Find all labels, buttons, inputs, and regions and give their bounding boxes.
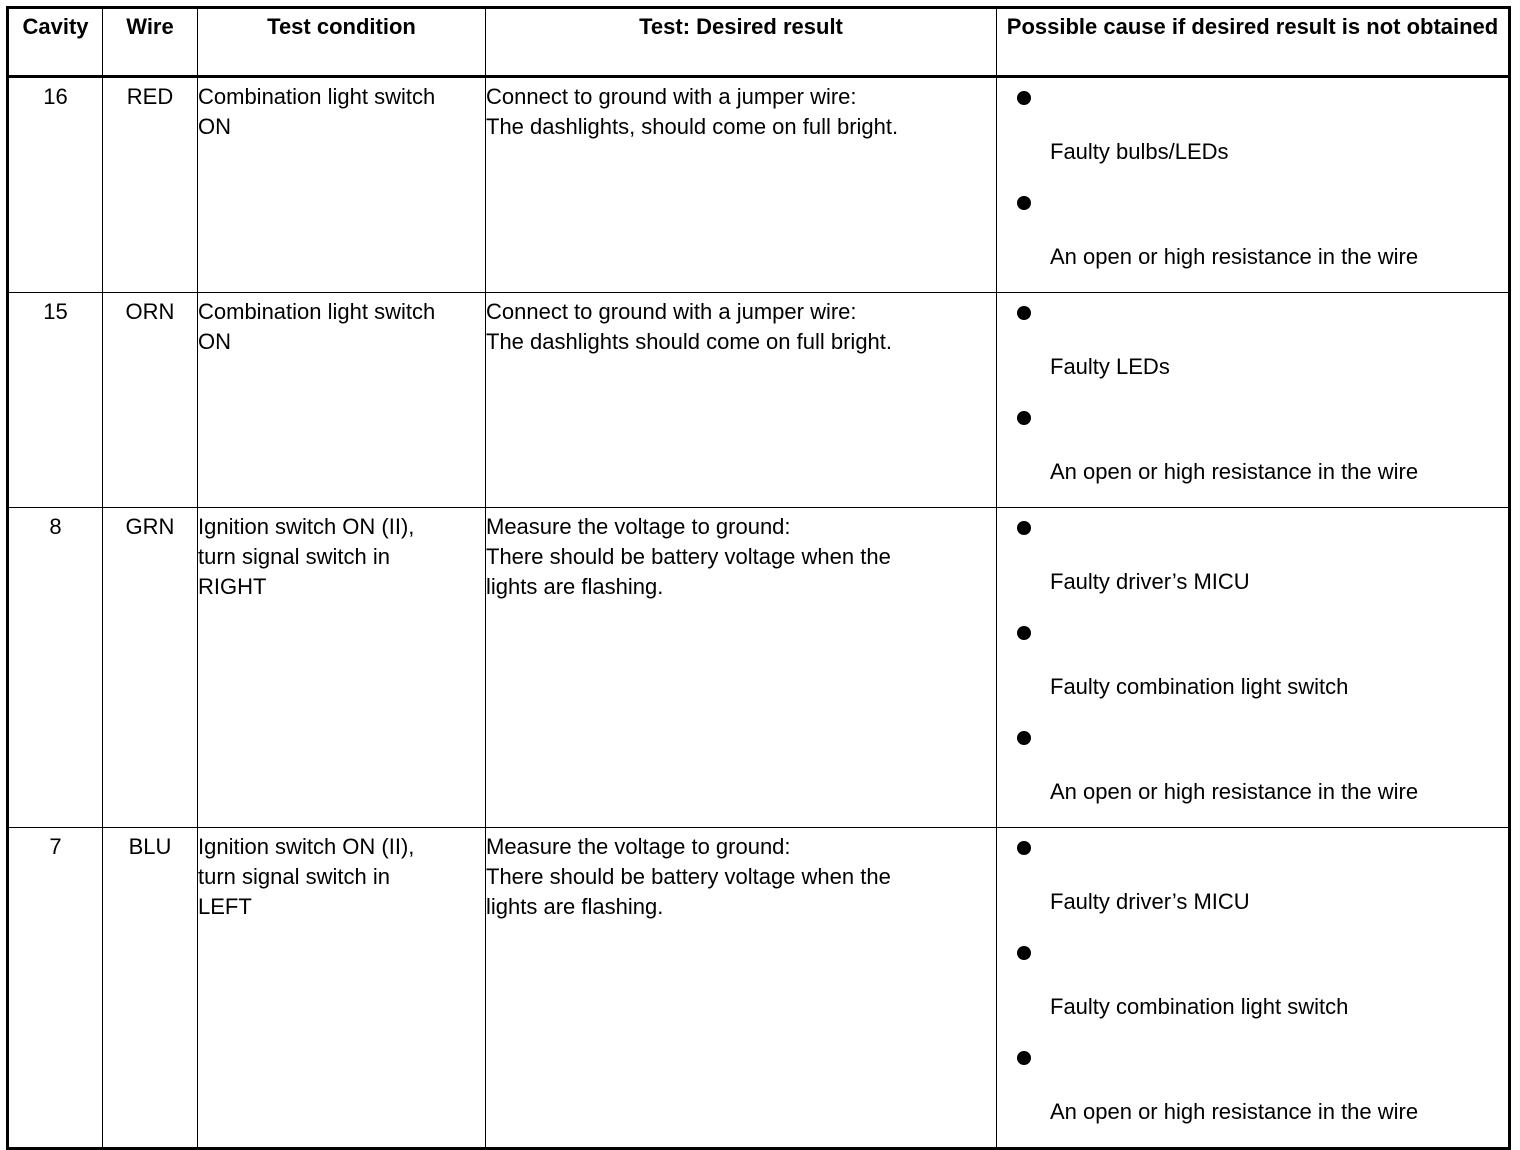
cause-text: Faulty driver’s MICU (1050, 889, 1250, 914)
wire-cell: GRN (103, 508, 198, 828)
condition-line: ON (198, 114, 231, 139)
cavity-cell: 8 (8, 508, 103, 828)
bullet-icon (1017, 91, 1031, 105)
possible-cause-cell (997, 77, 1510, 293)
wire-cell: RED (103, 77, 198, 293)
condition-line: turn signal switch in (198, 864, 390, 889)
bullet-icon (1017, 196, 1031, 210)
cause-text: An open or high resistance in the wire (1050, 244, 1419, 269)
cause-text: Faulty combination light switch (1050, 994, 1349, 1019)
table-row (8, 77, 1510, 293)
header-test-condition: Test condition (198, 8, 486, 77)
cause-text: Faulty bulbs/LEDs (1050, 139, 1229, 164)
cause-item (997, 512, 1508, 617)
test-condition-cell (198, 77, 486, 293)
cause-item (997, 82, 1508, 187)
condition-line: RIGHT (198, 574, 267, 599)
table-row (8, 508, 1510, 828)
condition-line: turn signal switch in (198, 544, 390, 569)
condition-line: Combination light switch (198, 299, 436, 324)
wire-cell: BLU (103, 828, 198, 1149)
condition-line: Ignition switch ON (II), (198, 834, 415, 859)
desired-result-cell (486, 828, 997, 1149)
result-line: The dashlights should come on full bright. (486, 329, 893, 354)
result-line: Measure the voltage to ground: (486, 514, 791, 539)
bullet-icon (1017, 1051, 1031, 1065)
header-desired-result: Test: Desired result (486, 8, 997, 77)
header-row (8, 8, 1510, 77)
bullet-icon (1017, 306, 1031, 320)
cause-item (997, 722, 1508, 827)
desired-result-cell (486, 508, 997, 828)
desired-result-cell (486, 293, 997, 508)
cause-text: An open or high resistance in the wire (1050, 459, 1419, 484)
bullet-icon (1017, 841, 1031, 855)
condition-line: ON (198, 329, 231, 354)
cause-item (997, 832, 1508, 937)
cause-item (997, 187, 1508, 292)
cause-item (997, 402, 1508, 507)
result-line: There should be battery voltage when the (486, 544, 891, 569)
test-condition-cell (198, 293, 486, 508)
test-condition-cell (198, 828, 486, 1149)
cavity-cell: 7 (8, 828, 103, 1149)
bullet-icon (1017, 946, 1031, 960)
possible-cause-cell (997, 508, 1510, 828)
result-line: Measure the voltage to ground: (486, 834, 791, 859)
cause-list (997, 832, 1508, 1147)
cause-item (997, 937, 1508, 1042)
cause-list (997, 297, 1508, 507)
wire-cell: ORN (103, 293, 198, 508)
cause-list (997, 82, 1508, 292)
result-line: Connect to ground with a jumper wire: (486, 299, 857, 324)
troubleshooting-table (6, 6, 1511, 1150)
header-possible-cause: Possible cause if desired result is not obtained (997, 8, 1510, 77)
cavity-cell: 16 (8, 77, 103, 293)
possible-cause-cell (997, 828, 1510, 1149)
bullet-icon (1017, 411, 1031, 425)
bullet-icon (1017, 731, 1031, 745)
table-row (8, 828, 1510, 1149)
test-condition-cell (198, 508, 486, 828)
result-line: Connect to ground with a jumper wire: (486, 84, 857, 109)
desired-result-cell (486, 77, 997, 293)
result-line: The dashlights, should come on full bright. (486, 114, 899, 139)
table-row (8, 293, 1510, 508)
bullet-icon (1017, 626, 1031, 640)
result-line: There should be battery voltage when the (486, 864, 891, 889)
cause-text: Faulty driver’s MICU (1050, 569, 1250, 594)
cause-text: Faulty LEDs (1050, 354, 1170, 379)
header-wire: Wire (103, 8, 198, 77)
cause-item (997, 297, 1508, 402)
condition-line: LEFT (198, 894, 252, 919)
condition-line: Ignition switch ON (II), (198, 514, 415, 539)
cause-text: An open or high resistance in the wire (1050, 1099, 1419, 1124)
result-line: lights are flashing. (486, 894, 664, 919)
cause-list (997, 512, 1508, 827)
cause-text: An open or high resistance in the wire (1050, 779, 1419, 804)
cavity-cell: 15 (8, 293, 103, 508)
possible-cause-cell (997, 293, 1510, 508)
cause-item (997, 617, 1508, 722)
result-line: lights are flashing. (486, 574, 664, 599)
cause-text: Faulty combination light switch (1050, 674, 1349, 699)
bullet-icon (1017, 521, 1031, 535)
header-cavity: Cavity (8, 8, 103, 77)
condition-line: Combination light switch (198, 84, 436, 109)
